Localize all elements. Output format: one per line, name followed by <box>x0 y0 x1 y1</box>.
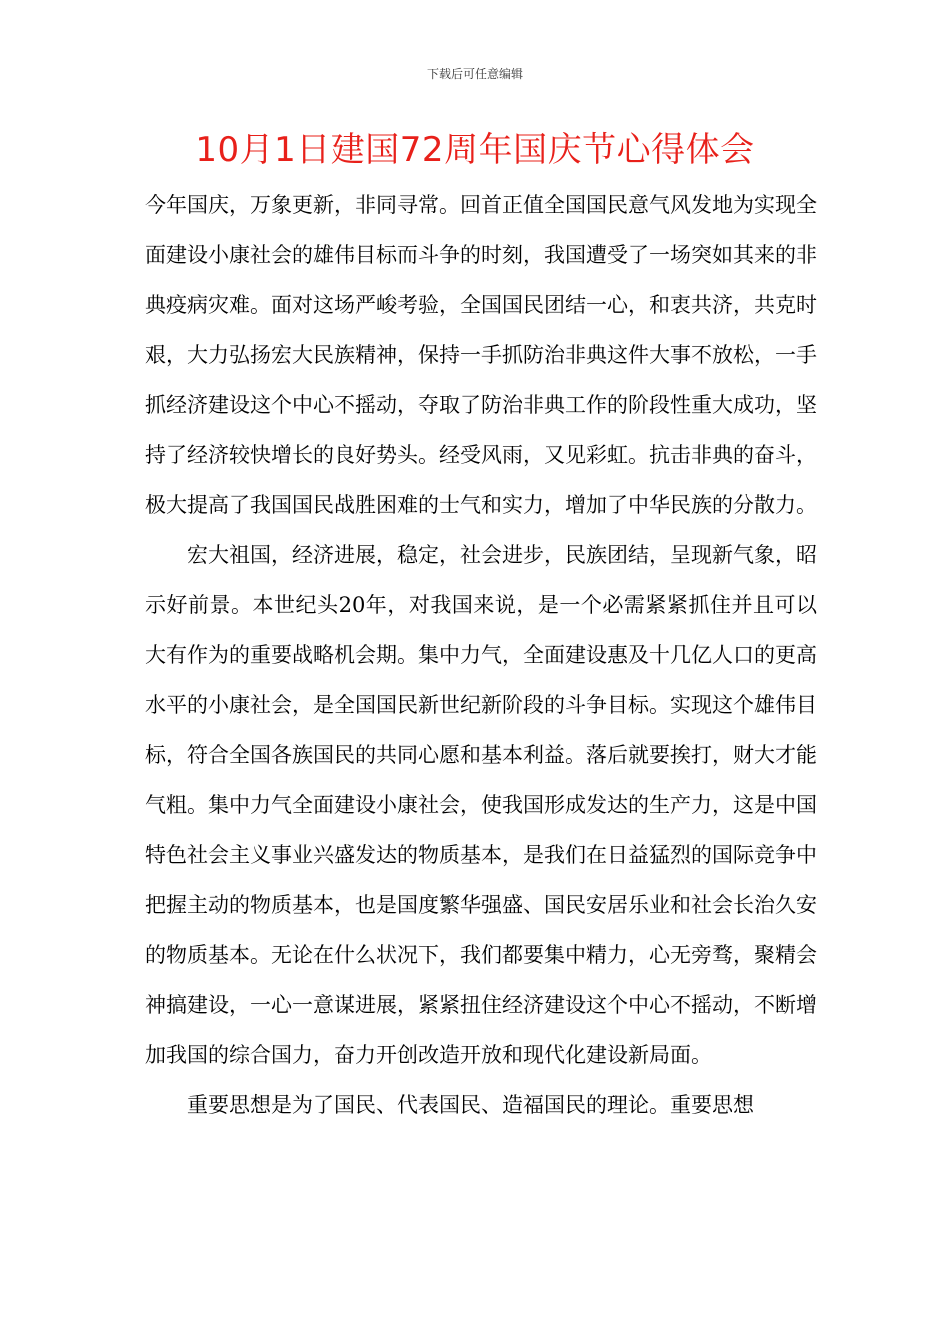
paragraph-3: 重要思想是为了国民、代表国民、造福国民的理论。重要思想 <box>187 1093 754 1117</box>
paragraph-1: 今年国庆，万象更新，非同寻常。回首正值全国国民意气风发地为实现全面建设小康社会的雄伟目标而斗争的时刻，我国遭受了一场突如其来的非典疫病灾难。面对这场严峻考验，全国国民团结一心，和衷共济，共克时艰，大力弘扬宏大民族精神，保持一手抓防治非典这件大事不放松，一手抓经济建设这个中心不摇动，夺取了防治非典工作的阶段性重大成功，坚持了经济较快增长的良好势头。经受风雨，又见彩虹。抗击非典的奋斗，极大提高了我国国民战胜困难的士气和实力，增加了中华民族的分散力。 <box>145 193 817 517</box>
paragraph-2: 宏大祖国，经济进展，稳定，社会进步，民族团结，呈现新气象，昭示好前景。本世纪头20年，对我国来说，是一个必需紧紧抓住并且可以大有作为的重要战略机会期。集中力气，全面建设惠及十几亿人口的更高水平的小康社会，是全国国民新世纪新阶段的斗争目标。实现这个雄伟目标，符合全国各族国民的共同心愿和基本利益。落后就要挨打，财大才能气粗。集中力气全面建设小康社会，使我国形成发达的生产力，这是中国特色社会主义事业兴盛发达的物质基本，是我们在日益猛烈的国际竞争中把握主动的物质基本，也是国度繁华强盛、国民安居乐业和社会长治久安的物质基本。无论在什么状况下，我们都要集中精力，心无旁骛，聚精会神搞建设，一心一意谋进展，紧紧扭住经济建设这个中心不摇动，不断增加我国的综合国力，奋力开创改造开放和现代化建设新局面。 <box>145 543 817 1067</box>
header-note: 下载后可任意编辑 <box>426 67 523 81</box>
page-title: 10月1日建国72周年国庆节心得体会 <box>195 130 755 170</box>
document-body <box>145 180 817 1130</box>
